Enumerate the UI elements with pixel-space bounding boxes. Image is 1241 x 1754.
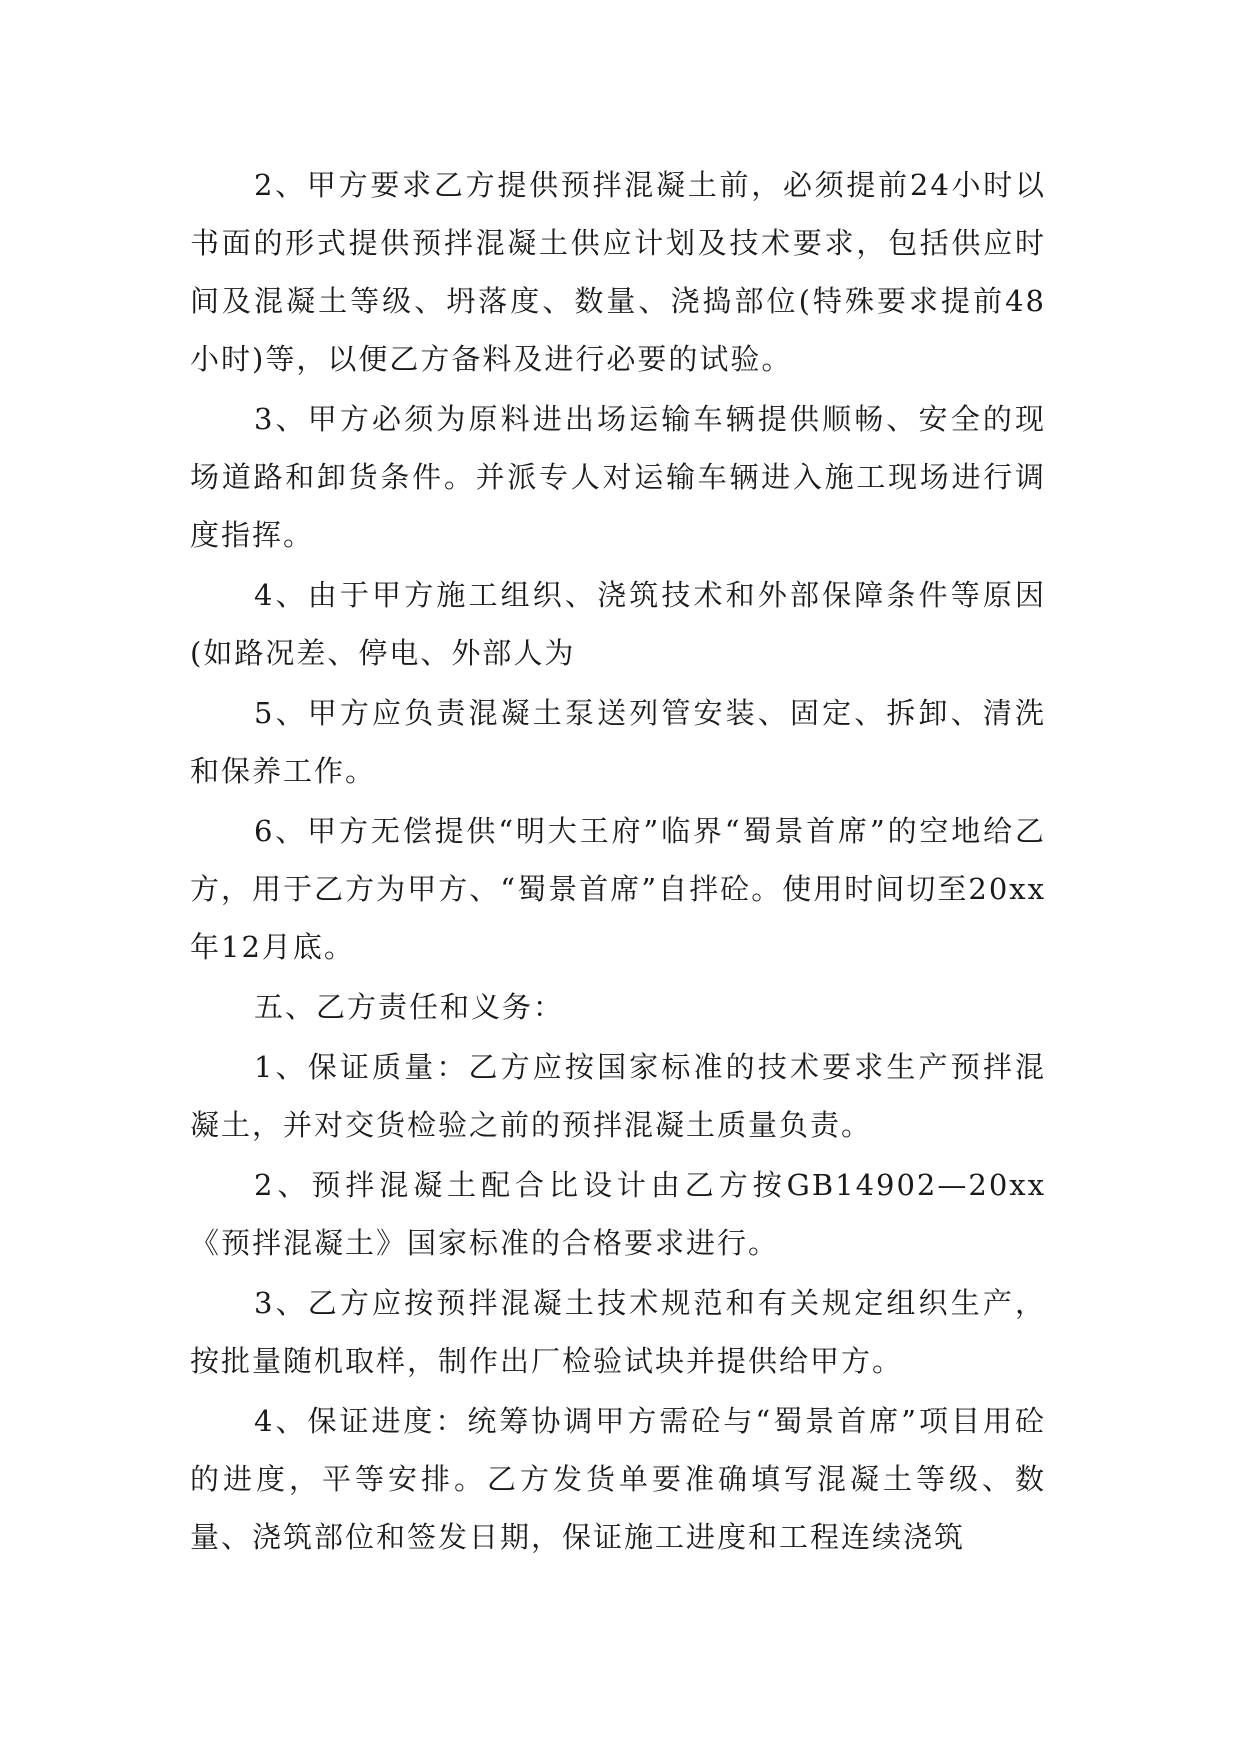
paragraph-clause-4: 4、由于甲方施工组织、浇筑技术和外部保障条件等原因(如路况差、停电、外部人为 [190, 578, 1046, 670]
paragraph-clause-3: 3、甲方必须为原料进出场运输车辆提供顺畅、安全的现场道路和卸货条件。并派专人对运输车辆进入施工现场进行调度指挥。 [190, 402, 1046, 552]
paragraph-b-clause-4: 4、保证进度：统筹协调甲方需砼与“蜀景首席”项目用砼的进度，平等安排。乙方发货单要准确填写混凝土等级、数量、浇筑部位和签发日期，保证施工进度和工程连续浇筑 [190, 1404, 1046, 1554]
paragraph-clause-6: 6、甲方无偿提供“明大王府”临界“蜀景首席”的空地给乙方，用于乙方为甲方、“蜀景首席”自拌砼。使用时间切至20xx年12月底。 [190, 814, 1046, 964]
paragraph-b-clause-3: 3、乙方应按预拌混凝土技术规范和有关规定组织生产，按批量随机取样，制作出厂检验试块并提供给甲方。 [190, 1286, 1046, 1378]
paragraph-clause-5: 5、甲方应负责混凝土泵送列管安装、固定、拆卸、清洗和保养工作。 [190, 696, 1046, 788]
document-body [190, 156, 1046, 1568]
paragraph-b-clause-1: 1、保证质量：乙方应按国家标准的技术要求生产预拌混凝土，并对交货检验之前的预拌混凝土质量负责。 [190, 1050, 1046, 1142]
paragraph-b-clause-2: 2、预拌混凝土配合比设计由乙方按GB14902—20xx《预拌混凝土》国家标准的合格要求进行。 [190, 1168, 1046, 1260]
section-heading-party-b-duties: 五、乙方责任和义务： [254, 990, 565, 1024]
paragraph-clause-2: 2、甲方要求乙方提供预拌混凝土前，必须提前24小时以书面的形式提供预拌混凝土供应计划及技术要求，包括供应时间及混凝土等级、坍落度、数量、浇捣部位(特殊要求提前48小时)等，以便乙方备料及进行必要的试验。 [190, 168, 1046, 376]
